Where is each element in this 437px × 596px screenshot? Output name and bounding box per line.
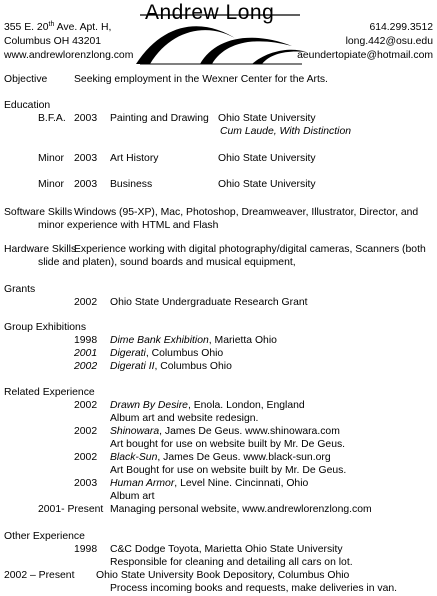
education-honors: Cum Laude, With Distinction: [220, 126, 351, 137]
exhibition-location: , Columbus Ohio: [154, 361, 232, 372]
exhibition-location: , Columbus Ohio: [145, 348, 224, 359]
exhibition-location: , Marietta Ohio: [208, 335, 277, 346]
experience-title: Human Armor: [110, 478, 175, 489]
experience-year: 2002: [74, 400, 98, 411]
education-degree: B.F.A.: [38, 113, 66, 124]
software-label: Software Skills: [4, 207, 73, 218]
experience-detail: , Level Nine. Cincinnati, Ohio: [174, 478, 309, 489]
objective-label: Objective: [4, 74, 48, 85]
education-year: 2003: [74, 153, 98, 164]
other-experience-entry: Ohio State University Book Depository, Columbus Ohio: [96, 570, 350, 581]
experience-title: Black-Sun: [110, 452, 158, 463]
education-label: Education: [4, 100, 51, 111]
address-city: Columbus OH 43201: [4, 36, 102, 47]
other-experience-label: Other Experience: [4, 531, 85, 542]
education-field: Painting and Drawing: [110, 113, 209, 124]
address-suffix: th: [48, 21, 55, 28]
exhibition-entry: [110, 361, 232, 373]
education-degree: Minor: [38, 153, 64, 164]
grant-text: Ohio State Undergraduate Research Grant: [110, 297, 308, 308]
experience-year: 2001- Present: [38, 504, 104, 515]
other-experience-year: 1998: [74, 544, 98, 555]
experience-title: Shinowara: [110, 426, 160, 437]
education-degree: Minor: [38, 179, 64, 190]
objective-text: Seeking employment in the Wexner Center for the Arts.: [74, 74, 328, 85]
hardware-text-line2: slide and platen), sound boards and musical equipment,: [38, 257, 296, 268]
exhibition-title: Digerati: [110, 348, 146, 359]
exhibition-year: 1998: [74, 335, 98, 346]
experience-description: Album art: [110, 491, 155, 502]
experience-year: 2003: [74, 478, 98, 489]
address-rest: Ave. Apt. H,: [54, 22, 112, 33]
experience-entry: [110, 426, 340, 438]
exhibition-year: 2001: [74, 348, 98, 359]
resume-name: Andrew Long: [145, 1, 275, 24]
exhibition-year: 2002: [74, 361, 98, 372]
experience-entry: [110, 452, 331, 464]
education-school: Ohio State University: [218, 113, 316, 124]
experience-year: 2002: [74, 426, 98, 437]
exhibition-entry: [110, 335, 277, 347]
experience-label: Related Experience: [4, 387, 95, 398]
education-school: Ohio State University: [218, 153, 316, 164]
education-field: Business: [110, 179, 153, 190]
other-experience-entry: C&C Dodge Toyota, Marietta Ohio State University: [110, 544, 343, 555]
grants-label: Grants: [4, 284, 36, 295]
education-school: Ohio State University: [218, 179, 316, 190]
software-text-line2: minor experience with HTML and Flash: [38, 220, 219, 231]
exhibition-title: Digerati II: [110, 361, 155, 372]
phone-number: 614.299.3512: [369, 22, 433, 33]
education-year: 2003: [74, 179, 98, 190]
education-field: Art History: [110, 153, 159, 164]
experience-year: 2002: [74, 452, 98, 463]
experience-detail: , James De Geus. www.shinowara.com: [159, 426, 340, 437]
other-experience-year: 2002 – Present: [4, 570, 75, 581]
exhibitions-label: Group Exhibitions: [4, 322, 87, 333]
experience-title: Drawn By Desire: [110, 400, 188, 411]
experience-detail: , James De Geus. www.black-sun.org: [157, 452, 331, 463]
experience-description: Art Bought for use on website built by Mr. De Geus.: [110, 465, 347, 476]
email-secondary[interactable]: aeundertopiate@hotmail.com: [297, 50, 433, 61]
hardware-label: Hardware Skills: [4, 244, 77, 255]
experience-description: Album art and website redesign.: [110, 413, 259, 424]
email-primary[interactable]: long.442@osu.edu: [345, 36, 433, 47]
education-year: 2003: [74, 113, 98, 124]
other-experience-description: Process incoming books and requests, make deliveries in van.: [110, 583, 398, 594]
experience-entry: Managing personal website, www.andrewlorenzlong.com: [110, 504, 372, 515]
experience-detail: , Enola. London, England: [187, 400, 305, 411]
grant-year: 2002: [74, 297, 98, 308]
other-experience-description: Responsible for cleaning and detailing all cars on lot.: [110, 557, 353, 568]
exhibition-entry: [110, 348, 223, 360]
experience-description: Art bought for use on website built by Mr. De Geus.: [110, 439, 346, 450]
website-link[interactable]: www.andrewlorenzlong.com: [4, 50, 134, 61]
software-text-line1: Windows (95-XP), Mac, Photoshop, Dreamweaver, Illustrator, Director, and: [74, 207, 419, 218]
experience-entry: [110, 478, 308, 490]
experience-entry: [110, 400, 305, 412]
address-number: 355 E. 20: [4, 22, 49, 33]
hardware-text-line1: Experience working with digital photography/digital cameras, Scanners (both: [74, 244, 426, 255]
address-line: [4, 22, 111, 34]
exhibition-title: Dime Bank Exhibition: [110, 335, 209, 346]
